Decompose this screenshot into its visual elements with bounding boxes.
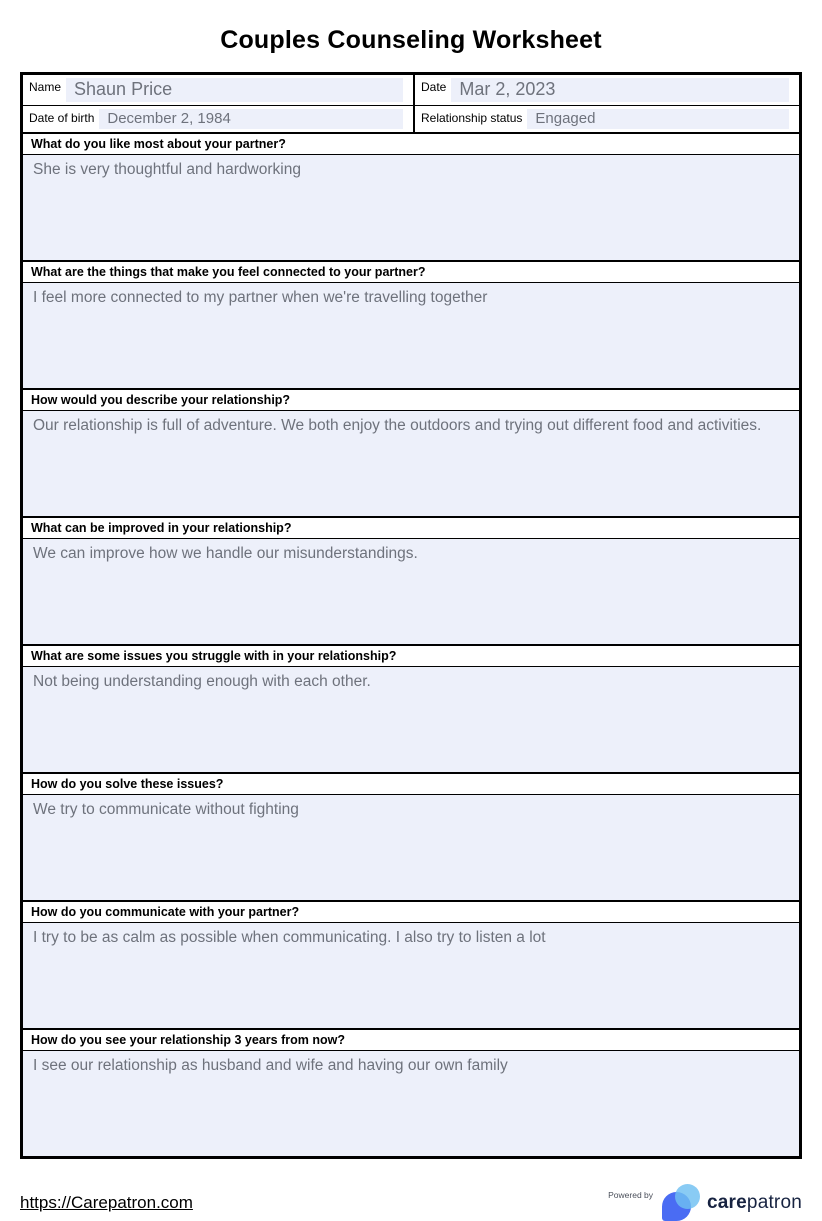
carepatron-logo	[662, 1184, 802, 1221]
wordmark-care: care	[707, 1191, 747, 1213]
date-label: Date	[421, 80, 447, 94]
question-label: What do you like most about your partner?	[23, 134, 799, 155]
dob-label: Date of birth	[29, 111, 95, 125]
wordmark-patron: patron	[746, 1191, 802, 1213]
answer-textarea[interactable]: Our relationship is full of adventure. We both enjoy the outdoors and trying out different food and activities.	[23, 411, 799, 516]
answer-textarea[interactable]: She is very thoughtful and hardworking	[23, 155, 799, 260]
powered-by-lockup	[608, 1184, 802, 1221]
question-label: What can be improved in your relationship?	[23, 518, 799, 539]
question-label: How do you communicate with your partner?	[23, 902, 799, 923]
question-label: What are some issues you struggle with in your relationship?	[23, 646, 799, 667]
question-section-7	[23, 900, 799, 1028]
answer-textarea[interactable]: I see our relationship as husband and wife and having our own family	[23, 1051, 799, 1156]
name-field[interactable]: Shaun Price	[66, 78, 403, 102]
question-label: How do you see your relationship 3 years from now?	[23, 1030, 799, 1051]
date-cell	[415, 75, 799, 106]
carepatron-link[interactable]: https://Carepatron.com	[20, 1192, 193, 1212]
answer-textarea[interactable]: We can improve how we handle our misunderstandings.	[23, 539, 799, 644]
question-section-2	[23, 260, 799, 388]
info-row-1	[23, 75, 799, 106]
carepatron-wordmark	[707, 1192, 802, 1214]
question-label: How would you describe your relationship?	[23, 390, 799, 411]
name-cell	[23, 75, 415, 106]
name-label: Name	[29, 80, 62, 94]
relationship-status-label: Relationship status	[421, 111, 523, 125]
answer-textarea[interactable]: I feel more connected to my partner when we're travelling together	[23, 283, 799, 388]
question-label: How do you solve these issues?	[23, 774, 799, 795]
page-title: Couples Counseling Worksheet	[220, 26, 602, 54]
powered-by-label: Powered by	[608, 1190, 654, 1200]
date-field[interactable]: Mar 2, 2023	[451, 78, 789, 102]
dob-field[interactable]: December 2, 1984	[99, 109, 403, 129]
dob-cell	[23, 106, 415, 132]
question-section-3	[23, 388, 799, 516]
relationship-status-cell	[415, 106, 799, 132]
question-section-4	[23, 516, 799, 644]
answer-textarea[interactable]: I try to be as calm as possible when communicating. I also try to listen a lot	[23, 923, 799, 1028]
worksheet-form	[20, 72, 802, 1159]
carepatron-logo-icon	[662, 1184, 702, 1221]
answer-textarea[interactable]: Not being understanding enough with each other.	[23, 667, 799, 772]
question-section-1	[23, 132, 799, 260]
answer-textarea[interactable]: We try to communicate without fighting	[23, 795, 799, 900]
question-label: What are the things that make you feel connected to your partner?	[23, 262, 799, 283]
footer	[20, 1184, 802, 1221]
logo-circle-shape	[675, 1184, 700, 1209]
relationship-status-field[interactable]: Engaged	[527, 109, 789, 129]
question-section-8	[23, 1028, 799, 1156]
info-row-2	[23, 106, 799, 132]
question-section-5	[23, 644, 799, 772]
question-section-6	[23, 772, 799, 900]
